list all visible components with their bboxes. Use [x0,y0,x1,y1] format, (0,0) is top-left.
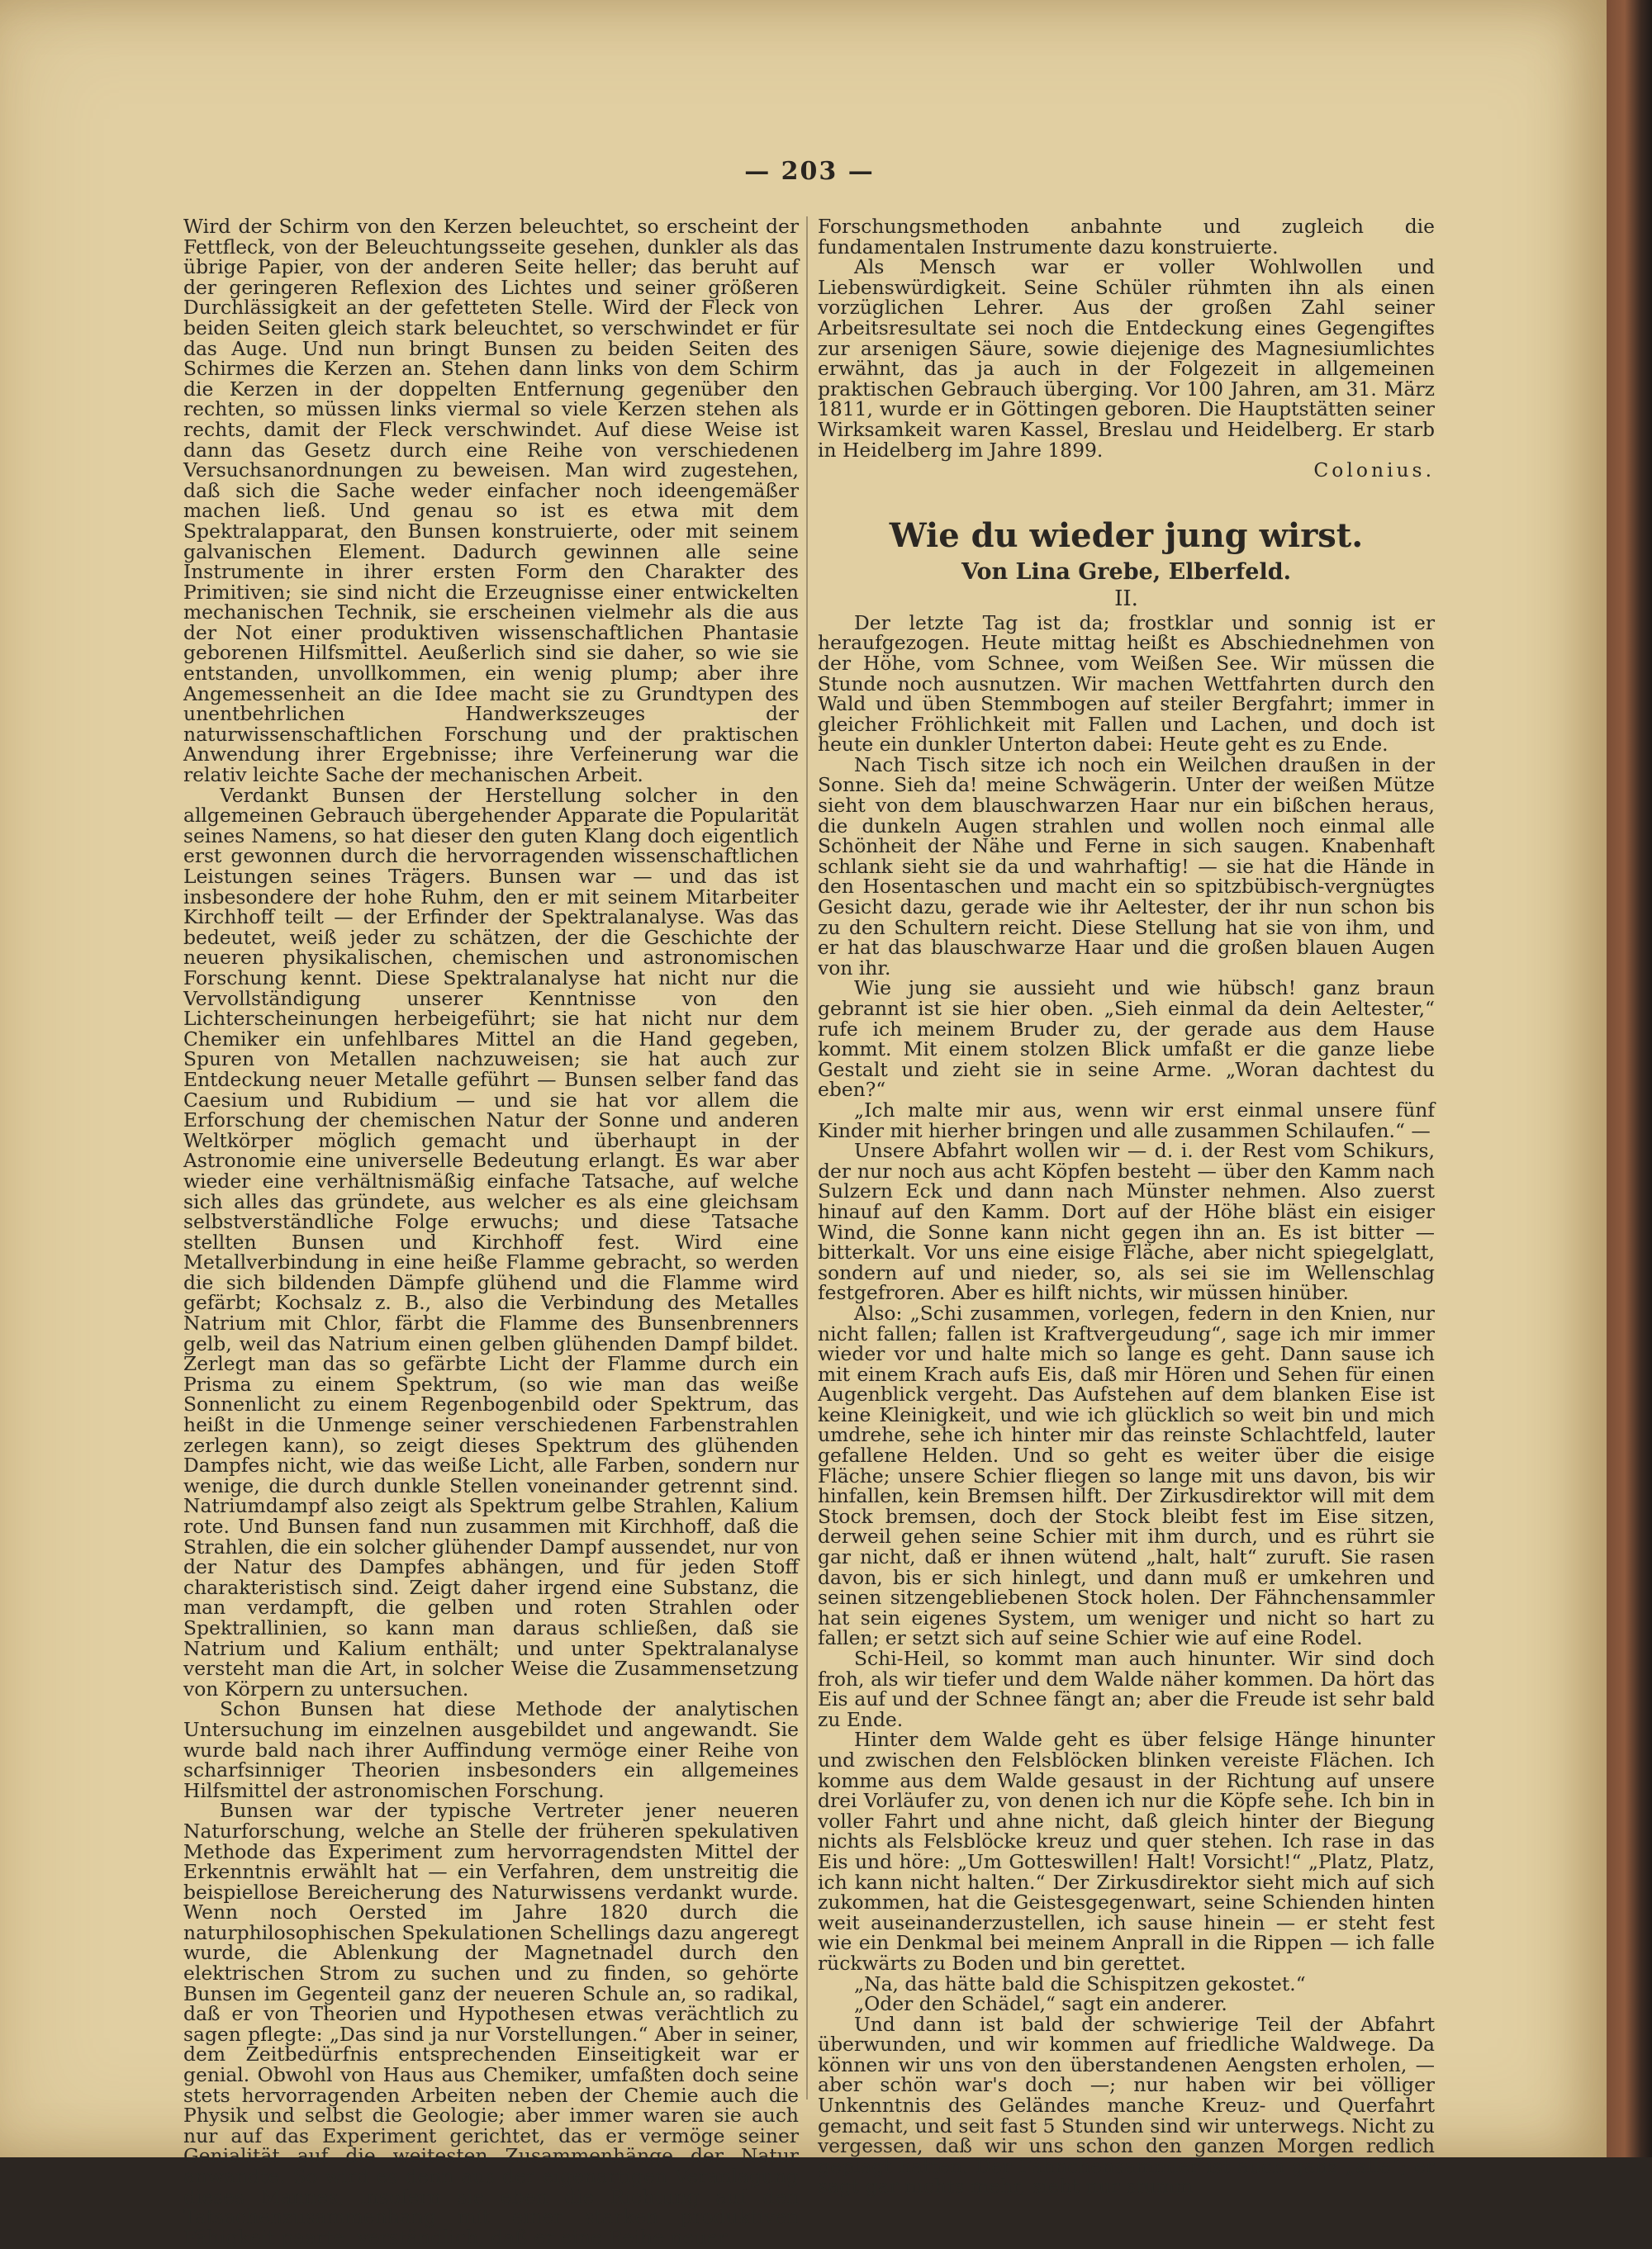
paragraph: Der letzte Tag ist da; frostklar und sonnig ist er heraufgezogen. Heute mittag heißt es Abschiednehmen von der Höhe, vom Schnee, vom Weißen See. Wir müssen die Stunde noch ausnutzen. Wir machen Wettfahrten durch den Wald und üben Stemmbogen auf steiler Bergfahrt; immer in gleicher Fröhlichkeit mit Fallen und Lachen, und doch ist heute ein dunkler Unterton dabei: Heute geht es zu Ende. [818,610,1435,757]
article-title: Wie du wieder jung wirst. [889,515,1364,555]
article-part-number: II. [1114,586,1138,611]
paragraph: „Ich malte mir aus, wenn wir erst einmal unsere fünf Kinder mit hierher bringen und alle zusammen Schilaufen.“ — [818,1098,1435,1142]
paragraph: Als Mensch war er voller Wohlwollen und Liebenswürdigkeit. Seine Schüler rühmten ihn als einen vorzüglichen Lehrer. Aus der großen Zahl seiner Arbeitsresultate sei noch die Entdeckung eines Gegengiftes zur arsenigen Säure, sowie diejenige des Magnesiumlichtes erwähnt, das ja auch in der Folgezeit in allgemeinen praktischen Gebrauch überging. Vor 100 Jahren, am 31. März 1811, wurde er in Göttingen geboren. Die Hauptstätten seiner Wirksamkeit waren Kassel, Breslau und Heidelberg. Er starb in Heidelberg im Jahre 1899. [818,255,1435,462]
article-byline: Von Lina Grebe, Elberfeld. [961,558,1292,585]
page-number: — 203 — [744,157,875,186]
paragraph: Bunsen war der typische Vertreter jener neueren Naturforschung, welche an Stelle der früheren spekulativen Methode das Experiment zum hervorragendsten Mittel der Erkenntnis erwählt hat — ein Verfahren, dem unstreitig die beispiellose Bereicherung des Naturwissens verdankt wurde. Wenn noch Oersted im Jahre 1820 durch die naturphilosophischen Spekulationen Schellings dazu angeregt wurde, die Ablenkung der Magnetnadel durch den elektrischen Strom zu suchen und zu finden, so gehörte Bunsen im Gegenteil ganz der neueren Schule an, so radikal, daß er von Theorien und Hypothesen etwas verächtlich zu sagen pflegte: „Das sind ja nur Vorstellungen.“ Aber in seiner, dem Zeitbedürfnis entsprechenden Einseitigkeit war er genial. Obwohl von Haus aus Chemiker, umfaßten doch seine stets hervorragenden Arbeiten neben der Chemie auch die Physik und selbst die Geologie; aber immer waren sie auch nur auf das Experiment gerichtet, das er vermöge seiner Genialität auf die weitesten Zusammenhänge der Natur anwandte. So wird es denn aus der eigenartigen Veranlagung dieses Mannes, insofern sie eben die Richtung auf den Tatsachenzusammenhang mit einer starken produktiven Fähigkeit paarte, verständlich, daß er eine Reihe neuer [183,1799,799,2249]
paragraph: Nach Tisch sitze ich noch ein Weilchen draußen in der Sonne. Sieh da! meine Schwägerin. Unter der weißen Mütze sieht von dem blauschwarzen Haar nur ein bißchen heraus, die dunkeln Augen strahlen und wollen noch einmal alle Schönheit der Nähe und Ferne in sich saugen. Knabenhaft schlank sieht sie da und wahrhaftig! — sie hat die Hände in den Hosentaschen und macht ein so spitzbübisch-vergnügtes Gesicht dazu, gerade wie ihr Aeltester, der ihr nun schon bis zu den Schultern reicht. Diese Stellung hat sie von ihm, und er hat das blauschwarze Haar und die großen blauen Augen von ihr. [818,752,1435,980]
paragraph: „Na, das hätte bald die Schispitzen gekostet.“ [854,1971,1306,1995]
paragraph: Unsere Abfahrt wollen wir — d. i. der Rest vom Schikurs, der nur noch aus acht Köpfen besteht — über den Kamm nach Sulzern Eck und dann nach Münster nehmen. Also zuerst hinauf auf den Kamm. Dort auf der Höhe bläst ein eisiger Wind, die Sonne kann nicht gegen ihn an. Es ist bitter — bitterkalt. Vor uns eine eisige Fläche, aber nicht spiegelglatt, sondern auf und nieder, so, als sei sie im Wellenschlag festgefroren. Aber es hilft nichts, wir müssen hinüber. [818,1139,1435,1305]
right-column [818,216,1435,2197]
paragraph: „Oder den Schädel,“ sagt ein anderer. [854,1992,1227,2016]
paragraph: Hinter dem Walde geht es über felsige Hänge hinunter und zwischen den Felsblöcken blinken vereiste Flächen. Ich komme aus dem Walde gesaust in der Richtung auf unsere drei Vorläufer zu, von denen ich nur die Köpfe sehe. Ich bin in voller Fahrt und ahne nicht, daß gleich hinter der Biegung nichts als Felsblöcke kreuz und quer stehen. Ich rase in das Eis und höre: „Um Gotteswillen! Halt! Vorsicht!“ „Platz, Platz, ich kann nicht halten.“ Der Zirkusdirektor sieht mich auf sich zukommen, hat die Geistesgegenwart, seine Schienden hinten weit auseinanderzustellen, ich sause hinein — er steht fest wie ein Denkmal bei meinem Anprall in die Rippen — ich falle rückwärts zu Boden und bin gerettet. [818,1728,1435,1975]
paragraph: Verdankt Bunsen der Herstellung solcher in den allgemeinen Gebrauch übergehender Apparate die Popularität seines Namens, so hat dieser den guten Klang doch eigentlich erst gewonnen durch die hervorragenden wissenschaftlichen Leistungen seines Trägers. Bunsen war — und das ist insbesondere der hohe Ruhm, den er mit seinem Mitarbeiter Kirchhoff teilt — der Erfinder der Spektralanalyse. Was das bedeutet, weiß jeder zu schätzen, der die Geschichte der neueren physikalischen, chemischen und astronomischen Forschung kennt. Diese Spektralanalyse hat nicht nur die Vervollständigung unserer Kenntnisse von den Lichterscheinungen herbeigeführt; sie hat nicht nur dem Chemiker ein unfehlbares Mittel an die Hand gegeben, Spuren von Metallen nachzuweisen; sie hat auch zur Entdeckung neuer Metalle geführt — Bunsen selber fand das Caesium und Rubidium — und sie hat vor allem die Erforschung der chemischen Natur der Sonne und anderen Weltkörper möglich gemacht und überhaupt in der Astronomie eine universelle Bedeutung erlangt. Es war aber wieder eine verhältnismäßig einfache Tatsache, auf welche sich alles das gründete, aus welcher es als eine gleichsam selbstverständliche Folge erwuchs; und diese Tatsache stellten Bunsen und Kirchhoff fest. Wird eine Metallverbindung in eine heiße Flamme gebracht, so werden die sich bildenden Dämpfe glühend und die Flamme wird gefärbt; Kochsalz z. B., also die Verbindung des Metalles Natrium mit Chlor, färbt die Flamme des Bunsenbrenners gelb, weil das Natrium einen gelben glühenden Dampf bildet. Zerlegt man das so gefärbte Licht der Flamme durch ein Prisma zu einem Spektrum, (so wie man das weiße Sonnenlicht zu einem Regenbogenbild oder Spektrum, das heißt in die Unmenge seiner verschiedenen Farbenstrahlen zerlegen kann), so zeigt dieses Spektrum des glühenden Dampfes nicht, wie das weiße Licht, alle Farben, sondern nur wenige, die durch dunkle Stellen voneinander getrennt sind. Natriumdampf also zeigt als Spektrum gelbe Strahlen, Kalium rote. Und Bunsen fand nun zusammen mit Kirchhoff, daß die Strahlen, die ein solcher glühender Dampf aussendet, nur von der Natur des Dampfes abhängen, und für jeden Stoff charakteristisch sind. Zeigt daher irgend eine Substanz, die man verdampft, die gelben und roten Strahlen oder Spektrallinien, so kann man daraus schließen, daß sie Natrium und Kalium enthält; und unter Spektralanalyse versteht man die Art, in solcher Weise die Zusammensetzung von Körpern zu untersuchen. [183,783,799,1701]
book-binding [1607,0,1652,2157]
paragraph: Also: „Schi zusammen, vorlegen, federn in den Knien, nur nicht fallen; fallen ist Kraftvergeudung“, sage ich mir immer wieder vor und halte mich so lange es geht. Dann sause ich mit einem Krach aufs Eis, daß mir Hören und Sehen für einen Augenblick vergeht. Das Aufstehen auf dem blanken Eise ist keine Kleinigkeit, und wie ich glücklich so weit bin und mich umdrehe, sehe ich hinter mir das reinste Schlachtfeld, lauter gefallene Helden. Und so geht es weiter über die eisige Fläche; unsere Schier fliegen so lange mit uns davon, bis wir hinfallen, kein Bremsen hilft. Der Zirkusdirektor will mit dem Stock bremsen, doch der Stock bleibt fest im Eise sitzen, derweil gehen seine Schier mit ihm durch, und es rührt sie gar nicht, daß er ihnen wütend „halt, halt“ zuruft. Sie rasen davon, bis er sich hinlegt, und dann muß er umkehren und seinen sitzengebliebenen Stock holen. Der Fähnchensammler hat sein eigenes System, um weniger und nicht so hart zu fallen; er setzt sich auf seine Schier wie auf eine Rodel. [818,1301,1435,1650]
paragraph: Schon Bunsen hat diese Methode der analytischen Untersuchung im einzelnen ausgebildet und angewandt. Sie wurde bald nach ihrer Auffindung vermöge einer Reihe von scharfsinniger Theorien insbesonders ein allgemeines Hilfsmittel der astronomischen Forschung. [183,1697,799,1802]
paragraph: Forschungsmethoden anbahnte und zugleich die fundamentalen Instrumente dazu konstruierte. [818,215,1435,259]
left-column [183,216,799,2247]
column-divider [806,216,808,2100]
paragraph: Wird der Schirm von den Kerzen beleuchtet, so erscheint der Fettfleck, von der Beleuchtungsseite gesehen, dunkler als das übrige Papier, von der anderen Seite heller; das beruht auf der geringeren Reflexion des Lichtes und seiner größeren Durchlässigkeit an der gefetteten Stelle. Wird der Fleck von beiden Seiten gleich stark beleuchtet, so verschwindet er für das Auge. Und nun bringt Bunsen zu beiden Seiten des Schirmes die Kerzen an. Stehen dann links von dem Schirm die Kerzen in der doppelten Entfernung gegenüber den rechten, so müssen links viermal so viele Kerzen stehen als rechts, damit der Fleck verschwindet. Auf diese Weise ist dann das Gesetz durch eine Reihe von verschiedenen Versuchsanordnungen zu beweisen. Man wird zugestehen, daß sich die Sache weder einfacher noch ideengemäßer machen ließ. Und genau so ist es etwa mit dem Spektralapparat, den Bunsen konstruierte, oder mit seinem galvanischen Element. Dadurch gewinnen alle seine Instrumente in ihrer ersten Form den Charakter des Primitiven; sie sind nicht die Erzeugnisse einer entwickelten mechanischen Technik, sie erscheinen vielmehr als die aus der Not einer produktiven wissenschaftlichen Phantasie geborenen Hilfsmittel. Aeußerlich sind sie daher, so wie sie entstanden, unvollkommen, ein wenig plump; aber ihre Angemessenheit an die Idee macht sie zu Grundtypen des unentbehrlichen Handwerkszeuges der naturwissenschaftlichen Forschung und der praktischen Anwendung ihrer Ergebnisse; ihre Verfeinerung war die relativ leichte Sache der mechanischen Arbeit. [183,215,799,787]
author-signature: Colonius. [1313,458,1435,482]
paragraph: Wie jung sie aussieht und wie hübsch! ganz braun gebrannt ist sie hier oben. „Sieh einmal da dein Aeltester,“ rufe ich meinem Bruder zu, der gerade aus dem Hause kommt. Mit einem stolzen Blick umfaßt er die ganze liebe Gestalt und zieht sie in seine Arme. „Woran dachtest du eben?“ [818,976,1435,1102]
paragraph: Und dann ist bald der schwierige Teil der Abfahrt überwunden, und wir kommen auf friedliche Waldwege. Da können wir uns von den überstandenen Aengsten erholen, — aber schön war's doch —; nur haben wir bei völliger Unkenntnis des Geländes manche Kreuz- und Querfahrt gemacht, und seit fast 5 Stunden sind wir unterwegs. Nicht zu vergessen, daß wir uns schon den ganzen Morgen redlich geplagt hatten. Der Fähnchensammler ist auch ganz „alle“; er sagt gar nichts mehr, sieht nur stumm [818,2012,1435,2199]
paragraph: Schi-Heil, so kommt man auch hinunter. Wir sind doch froh, als wir tiefer und dem Walde näher kommen. Da hört das Eis auf und der Schnee fängt an; aber die Freude ist sehr bald zu Ende. [818,1647,1435,1731]
